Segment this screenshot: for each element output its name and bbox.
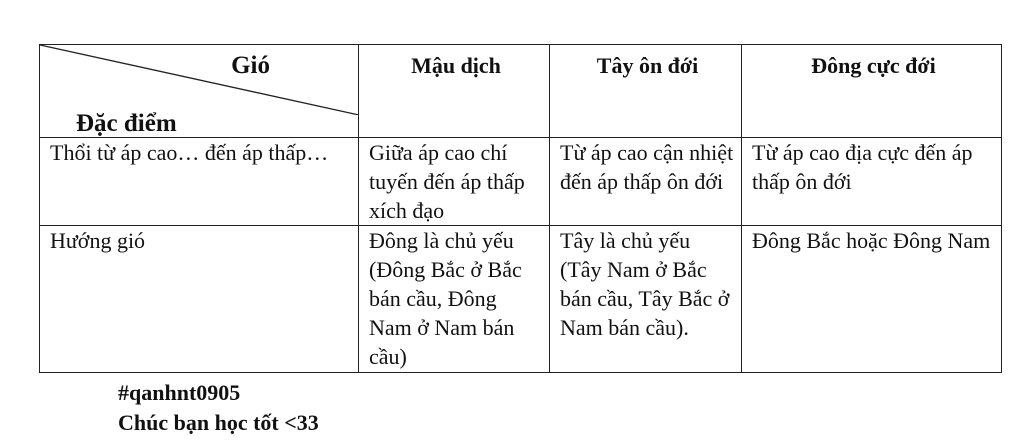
diagonal-header-cell bbox=[40, 45, 359, 138]
cell-westerlies-direction: Tây là chủ yếu (Tây Nam ở Bắc bán cầu, Tây Bắc ở Nam bán cầu). bbox=[550, 226, 742, 373]
corner-label-feature: Đặc điểm bbox=[76, 110, 177, 137]
diagonal-divider bbox=[40, 45, 359, 115]
table-header-row bbox=[40, 45, 1002, 138]
table-row bbox=[40, 226, 1002, 373]
corner-label-wind: Gió bbox=[231, 52, 270, 79]
row-label-origin: Thổi từ áp cao… đến áp thấp… bbox=[40, 138, 359, 226]
header-westerlies: Tây ôn đới bbox=[550, 45, 742, 138]
row-label-direction: Hướng gió bbox=[40, 226, 359, 373]
header-trade-winds: Mậu dịch bbox=[359, 45, 550, 138]
cell-westerlies-origin: Từ áp cao cận nhiệt đến áp thấp ôn đới bbox=[550, 138, 742, 226]
signature-block bbox=[118, 378, 319, 438]
cell-trade-direction: Đông là chủ yếu (Đông Bắc ở Bắc bán cầu, Đông Nam ở Nam bán cầu) bbox=[359, 226, 550, 373]
wind-comparison-table bbox=[39, 44, 1002, 373]
cell-trade-origin: Giữa áp cao chí tuyến đến áp thấp xích đạo bbox=[359, 138, 550, 226]
author-tag: #qanhnt0905 bbox=[118, 380, 241, 405]
cell-polar-origin: Từ áp cao địa cực đến áp thấp ôn đới bbox=[742, 138, 1002, 226]
cell-polar-direction: Đông Bắc hoặc Đông Nam bbox=[742, 226, 1002, 373]
closing-message: Chúc bạn học tốt <33 bbox=[118, 410, 319, 435]
header-polar-easterlies: Đông cực đới bbox=[742, 45, 1002, 138]
table-row bbox=[40, 138, 1002, 226]
